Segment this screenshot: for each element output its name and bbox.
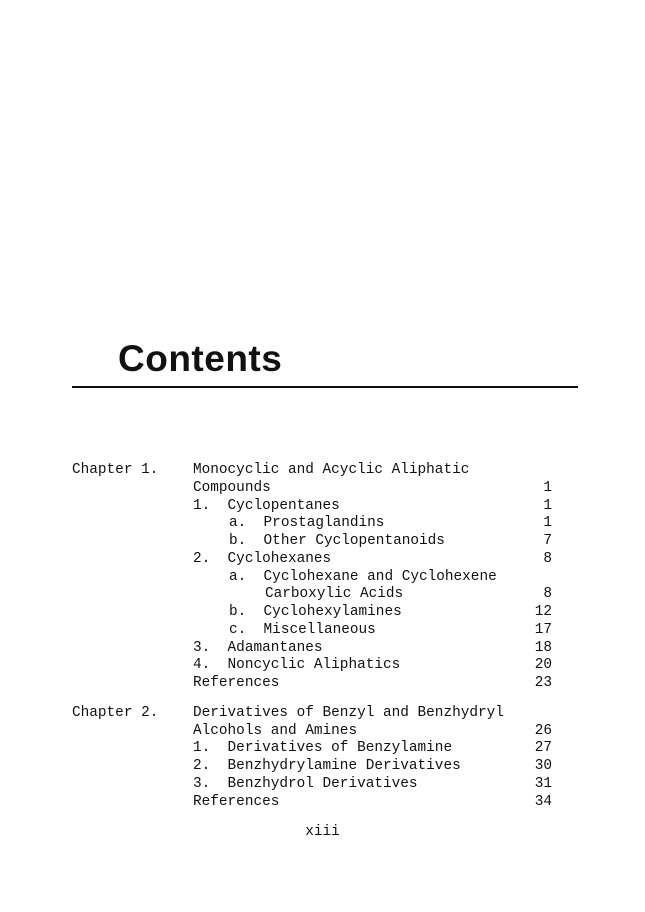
toc-entry-page: 1 — [543, 497, 552, 514]
toc-entry-text: 2. Cyclohexanes — [193, 550, 332, 567]
page-number: xiii — [305, 824, 340, 840]
toc-entry-page: 20 — [534, 657, 552, 674]
chapter-label: Chapter 1. — [72, 462, 159, 478]
toc-entry-page: 30 — [534, 758, 552, 774]
toc-entry-page: 17 — [534, 621, 552, 638]
toc-entry-page: 12 — [534, 604, 552, 620]
toc-entry-text: a. Cyclohexane and Cyclohexene — [229, 568, 497, 585]
toc-entry-text: a. Prostaglandins — [229, 515, 385, 532]
toc-entry-text: 1. Derivatives of Benzylamine — [193, 740, 453, 757]
toc-entry-text: References — [193, 675, 280, 691]
toc-entry-text: Compounds — [193, 479, 271, 496]
toc-entry-text: Carboxylic Acids — [265, 586, 404, 603]
toc-entry-page: 1 — [543, 515, 552, 532]
toc-entry-text: References — [193, 793, 280, 810]
toc-entry-text: 2. Benzhydrylamine Derivatives — [193, 758, 461, 774]
toc-entry-text: Derivatives of Benzyl and Benzhydryl — [193, 704, 504, 721]
toc-entry-text: 4. Noncyclic Aliphatics — [193, 657, 401, 674]
toc-entry-page: 27 — [534, 740, 552, 757]
toc-entry-text: 1. Cyclopentanes — [193, 497, 340, 514]
toc-entry-text: Monocyclic and Acyclic Aliphatic — [193, 462, 470, 478]
page-title: Contents — [118, 338, 283, 379]
toc-entry-text: b. Cyclohexylamines — [229, 604, 402, 620]
toc-entry-text: c. Miscellaneous — [229, 621, 376, 638]
toc-entry-page: 7 — [543, 533, 552, 549]
toc-entry-page: 34 — [534, 793, 552, 810]
toc-entry-text: 3. Benzhydrol Derivatives — [193, 775, 418, 792]
toc-entry-page: 31 — [534, 775, 552, 792]
toc-entry-text: 3. Adamantanes — [193, 639, 323, 656]
toc-entry-text: Alcohols and Amines — [193, 722, 358, 739]
toc-entry-page: 8 — [543, 550, 552, 567]
toc-entry-page: 23 — [534, 675, 552, 691]
toc-entry-page: 8 — [543, 586, 552, 603]
toc-entry-page: 26 — [534, 722, 552, 739]
toc-entry-page: 18 — [534, 639, 552, 656]
toc-entry-text: b. Other Cyclopentanoids — [229, 533, 445, 549]
chapter-label: Chapter 2. — [72, 704, 159, 721]
toc-entry-page: 1 — [543, 479, 552, 496]
